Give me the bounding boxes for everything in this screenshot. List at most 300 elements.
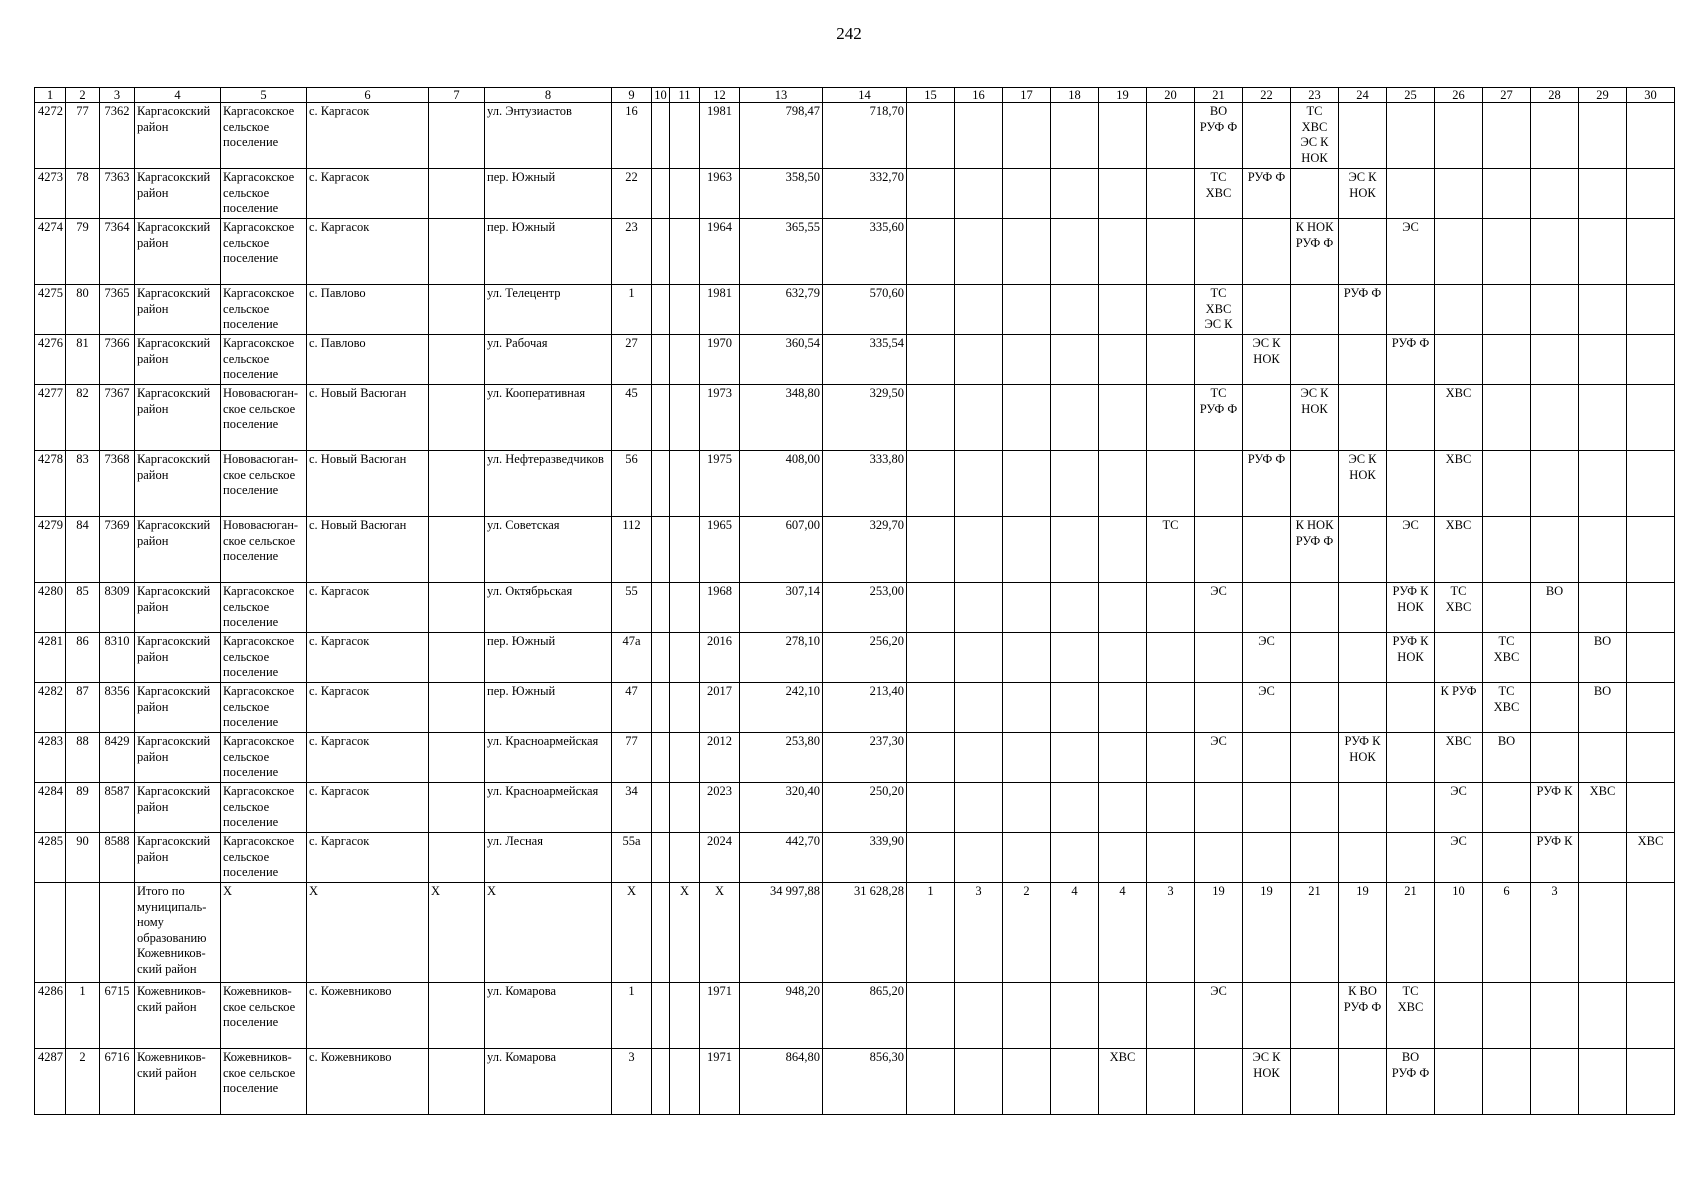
- table-cell: [1147, 833, 1195, 883]
- table-cell: [1099, 335, 1147, 385]
- table-cell: 4283: [35, 733, 66, 783]
- table-cell: ХВС: [1435, 733, 1483, 783]
- table-cell: [670, 451, 700, 517]
- table-cell: ХВС: [1627, 833, 1675, 883]
- table-cell: Нововасюган-ское сельское поселение: [221, 451, 307, 517]
- table-cell: [1195, 1049, 1243, 1115]
- table-cell: [1003, 683, 1051, 733]
- table-cell: [1531, 733, 1579, 783]
- table-cell: ТС ХВС ЭС К НОК: [1291, 103, 1339, 169]
- table-cell: [1147, 633, 1195, 683]
- table-row: [35, 169, 1675, 219]
- column-header: 26: [1435, 88, 1483, 103]
- table-cell: ул. Энтузиастов: [485, 103, 612, 169]
- table-cell: [1147, 583, 1195, 633]
- table-cell: [955, 285, 1003, 335]
- table-row: [35, 883, 1675, 983]
- table-cell: 718,70: [823, 103, 907, 169]
- table-cell: 4280: [35, 583, 66, 633]
- table-cell: Каргасокский район: [135, 169, 221, 219]
- table-row: [35, 285, 1675, 335]
- table-cell: [1291, 335, 1339, 385]
- table-cell: [1243, 103, 1291, 169]
- table-cell: [652, 783, 670, 833]
- table-cell: с. Каргасок: [307, 219, 429, 285]
- column-header: 2: [66, 88, 100, 103]
- table-cell: 10: [1435, 883, 1483, 983]
- table-cell: ул. Рабочая: [485, 335, 612, 385]
- table-cell: [1483, 219, 1531, 285]
- table-cell: [1579, 733, 1627, 783]
- table-cell: [907, 103, 955, 169]
- table-cell: РУФ Ф: [1339, 285, 1387, 335]
- table-cell: 4274: [35, 219, 66, 285]
- table-cell: Нововасюган-ское сельское поселение: [221, 385, 307, 451]
- table-cell: [1243, 733, 1291, 783]
- table-cell: ЭС: [1387, 219, 1435, 285]
- table-cell: с. Каргасок: [307, 583, 429, 633]
- table-cell: 21: [1291, 883, 1339, 983]
- table-cell: [1099, 517, 1147, 583]
- table-cell: [1099, 783, 1147, 833]
- table-cell: 1: [66, 983, 100, 1049]
- table-cell: [1339, 583, 1387, 633]
- table-cell: [1627, 1049, 1675, 1115]
- table-cell: 213,40: [823, 683, 907, 733]
- table-cell: [1195, 219, 1243, 285]
- table-cell: Каргасокский район: [135, 633, 221, 683]
- table-cell: [1483, 983, 1531, 1049]
- table-cell: [1531, 1049, 1579, 1115]
- table-cell: [429, 517, 485, 583]
- table-cell: [1627, 219, 1675, 285]
- table-cell: с. Каргасок: [307, 103, 429, 169]
- table-cell: [1243, 385, 1291, 451]
- table-cell: [670, 285, 700, 335]
- table-cell: [652, 633, 670, 683]
- column-header: 22: [1243, 88, 1291, 103]
- table-cell: [1291, 169, 1339, 219]
- table-cell: с. Каргасок: [307, 833, 429, 883]
- table-cell: [1579, 517, 1627, 583]
- table-cell: [1003, 103, 1051, 169]
- table-cell: [1195, 633, 1243, 683]
- data-table: [34, 87, 1675, 1115]
- table-row: [35, 733, 1675, 783]
- table-cell: [1483, 1049, 1531, 1115]
- table-cell: [1243, 285, 1291, 335]
- table-cell: ЭС: [1435, 783, 1483, 833]
- table-cell: Каргасокское сельское поселение: [221, 103, 307, 169]
- table-cell: [907, 583, 955, 633]
- table-cell: [1579, 285, 1627, 335]
- table-cell: [1579, 385, 1627, 451]
- table-cell: [955, 335, 1003, 385]
- table-cell: с. Павлово: [307, 285, 429, 335]
- table-cell: [652, 285, 670, 335]
- table-cell: [1339, 103, 1387, 169]
- table-cell: 84: [66, 517, 100, 583]
- table-cell: [1051, 219, 1099, 285]
- table-cell: 21: [1387, 883, 1435, 983]
- table-cell: РУФ К: [1531, 783, 1579, 833]
- table-cell: [429, 103, 485, 169]
- table-cell: [1051, 517, 1099, 583]
- table-cell: [1387, 169, 1435, 219]
- table-cell: [1387, 683, 1435, 733]
- table-cell: 329,50: [823, 385, 907, 451]
- table-cell: [907, 385, 955, 451]
- table-cell: 80: [66, 285, 100, 335]
- table-cell: [1531, 169, 1579, 219]
- table-row: [35, 451, 1675, 517]
- table-cell: ЭС: [1435, 833, 1483, 883]
- table-cell: К НОК РУФ Ф: [1291, 517, 1339, 583]
- table-cell: [1243, 783, 1291, 833]
- table-cell: [955, 583, 1003, 633]
- table-cell: [670, 517, 700, 583]
- table-cell: [1531, 103, 1579, 169]
- table-cell: 4273: [35, 169, 66, 219]
- table-cell: ул. Нефтеразведчиков: [485, 451, 612, 517]
- table-cell: [429, 385, 485, 451]
- table-cell: ул. Красноармейская: [485, 733, 612, 783]
- table-cell: [652, 103, 670, 169]
- table-cell: [1003, 633, 1051, 683]
- table-cell: [1579, 583, 1627, 633]
- table-cell: пер. Южный: [485, 169, 612, 219]
- table-cell: [1099, 633, 1147, 683]
- table-cell: 1975: [700, 451, 740, 517]
- table-cell: 1965: [700, 517, 740, 583]
- table-cell: [1003, 833, 1051, 883]
- table-cell: 4279: [35, 517, 66, 583]
- table-cell: [1099, 219, 1147, 285]
- table-cell: [907, 683, 955, 733]
- table-cell: [652, 583, 670, 633]
- column-header: 13: [740, 88, 823, 103]
- table-cell: [1483, 335, 1531, 385]
- table-cell: ВО РУФ Ф: [1195, 103, 1243, 169]
- table-cell: Каргасокский район: [135, 219, 221, 285]
- table-cell: [1531, 633, 1579, 683]
- table-cell: [955, 983, 1003, 1049]
- table-cell: 19: [1195, 883, 1243, 983]
- table-cell: [1291, 683, 1339, 733]
- table-cell: [907, 833, 955, 883]
- table-cell: 4284: [35, 783, 66, 833]
- table-cell: [100, 883, 135, 983]
- table-cell: ВО: [1531, 583, 1579, 633]
- table-cell: [429, 983, 485, 1049]
- table-cell: [1147, 219, 1195, 285]
- table-cell: [1627, 783, 1675, 833]
- column-header: 23: [1291, 88, 1339, 103]
- table-cell: [670, 385, 700, 451]
- table-cell: [670, 733, 700, 783]
- table-cell: 1: [612, 983, 652, 1049]
- table-cell: 1973: [700, 385, 740, 451]
- table-cell: [1051, 451, 1099, 517]
- table-cell: [1387, 285, 1435, 335]
- table-cell: Х: [612, 883, 652, 983]
- table-cell: [1579, 983, 1627, 1049]
- table-cell: 339,90: [823, 833, 907, 883]
- table-cell: [955, 733, 1003, 783]
- table-cell: [1387, 783, 1435, 833]
- table-cell: 865,20: [823, 983, 907, 1049]
- table-cell: 22: [612, 169, 652, 219]
- table-cell: ЭС К НОК: [1243, 335, 1291, 385]
- table-cell: Каргасокский район: [135, 385, 221, 451]
- table-cell: [1531, 219, 1579, 285]
- table-cell: Каргасокский район: [135, 517, 221, 583]
- table-cell: 4281: [35, 633, 66, 683]
- table-cell: Каргасокский район: [135, 335, 221, 385]
- table-cell: 7368: [100, 451, 135, 517]
- table-cell: 1963: [700, 169, 740, 219]
- table-cell: РУФ К: [1531, 833, 1579, 883]
- table-cell: [1291, 1049, 1339, 1115]
- table-cell: [1339, 833, 1387, 883]
- table-cell: 348,80: [740, 385, 823, 451]
- table-cell: [652, 983, 670, 1049]
- table-cell: ХВС: [1435, 517, 1483, 583]
- table-cell: 47а: [612, 633, 652, 683]
- table-cell: 864,80: [740, 1049, 823, 1115]
- table-cell: [1627, 103, 1675, 169]
- table-cell: ТС РУФ Ф: [1195, 385, 1243, 451]
- table-cell: [1051, 583, 1099, 633]
- table-cell: 90: [66, 833, 100, 883]
- table-cell: ЭС К НОК: [1339, 451, 1387, 517]
- table-cell: Каргасокское сельское поселение: [221, 335, 307, 385]
- table-cell: 34 997,88: [740, 883, 823, 983]
- table-cell: пер. Южный: [485, 219, 612, 285]
- table-cell: [1147, 733, 1195, 783]
- table-cell: с. Павлово: [307, 335, 429, 385]
- table-cell: пер. Южный: [485, 633, 612, 683]
- table-row: [35, 517, 1675, 583]
- table-cell: [652, 219, 670, 285]
- table-cell: 7367: [100, 385, 135, 451]
- table-cell: [1627, 633, 1675, 683]
- table-cell: Каргасокское сельское поселение: [221, 583, 307, 633]
- table-cell: [1099, 385, 1147, 451]
- table-cell: [670, 833, 700, 883]
- table-cell: 856,30: [823, 1049, 907, 1115]
- table-cell: [1051, 169, 1099, 219]
- table-cell: [1099, 683, 1147, 733]
- table-cell: К ВО РУФ Ф: [1339, 983, 1387, 1049]
- table-cell: РУФ К НОК: [1339, 733, 1387, 783]
- table-cell: [1051, 783, 1099, 833]
- column-header: 15: [907, 88, 955, 103]
- column-header: 1: [35, 88, 66, 103]
- table-cell: [66, 883, 100, 983]
- table-cell: [907, 517, 955, 583]
- column-header: 20: [1147, 88, 1195, 103]
- table-row: [35, 633, 1675, 683]
- table-row: [35, 783, 1675, 833]
- table-cell: [1435, 169, 1483, 219]
- table-row: [35, 335, 1675, 385]
- table-cell: 4277: [35, 385, 66, 451]
- table-cell: [652, 733, 670, 783]
- table-cell: 7365: [100, 285, 135, 335]
- table-cell: 8429: [100, 733, 135, 783]
- table-cell: ТС ХВС: [1195, 169, 1243, 219]
- table-cell: [907, 285, 955, 335]
- table-cell: 6: [1483, 883, 1531, 983]
- table-cell: [955, 1049, 1003, 1115]
- table-cell: [1291, 733, 1339, 783]
- column-header: 5: [221, 88, 307, 103]
- table-cell: 23: [612, 219, 652, 285]
- table-cell: [1531, 335, 1579, 385]
- table-cell: [429, 219, 485, 285]
- table-cell: 253,80: [740, 733, 823, 783]
- column-header: 29: [1579, 88, 1627, 103]
- table-cell: [1531, 683, 1579, 733]
- table-cell: [1579, 169, 1627, 219]
- table-cell: [1051, 683, 1099, 733]
- table-cell: 1981: [700, 285, 740, 335]
- table-cell: [670, 633, 700, 683]
- table-cell: Каргасокский район: [135, 103, 221, 169]
- table-cell: [670, 583, 700, 633]
- table-cell: 4282: [35, 683, 66, 733]
- table-cell: [1051, 983, 1099, 1049]
- table-cell: [652, 451, 670, 517]
- table-cell: 85: [66, 583, 100, 633]
- table-cell: Каргасокский район: [135, 783, 221, 833]
- table-cell: [35, 883, 66, 983]
- table-cell: 320,40: [740, 783, 823, 833]
- table-cell: 7364: [100, 219, 135, 285]
- table-cell: [1339, 633, 1387, 683]
- column-header: 7: [429, 88, 485, 103]
- table-cell: [1483, 583, 1531, 633]
- table-cell: [1243, 517, 1291, 583]
- table-cell: 3: [1531, 883, 1579, 983]
- table-cell: 79: [66, 219, 100, 285]
- table-cell: [1627, 733, 1675, 783]
- table-cell: 256,20: [823, 633, 907, 683]
- table-cell: [955, 219, 1003, 285]
- table-cell: ЭС: [1195, 983, 1243, 1049]
- table-cell: [907, 1049, 955, 1115]
- table-cell: Каргасокское сельское поселение: [221, 633, 307, 683]
- table-row: [35, 983, 1675, 1049]
- table-cell: [1435, 633, 1483, 683]
- table-cell: ЭС К НОК: [1243, 1049, 1291, 1115]
- table-cell: [1147, 451, 1195, 517]
- table-cell: ХВС: [1435, 385, 1483, 451]
- table-cell: [652, 335, 670, 385]
- column-header: 6: [307, 88, 429, 103]
- table-cell: [907, 633, 955, 683]
- table-cell: ХВС: [1579, 783, 1627, 833]
- table-cell: Каргасокский район: [135, 733, 221, 783]
- table-cell: 1970: [700, 335, 740, 385]
- table-cell: 4: [1051, 883, 1099, 983]
- column-header: 3: [100, 88, 135, 103]
- table-cell: [1051, 633, 1099, 683]
- table-cell: [955, 385, 1003, 451]
- table-cell: [1147, 385, 1195, 451]
- table-cell: ЭС: [1243, 683, 1291, 733]
- table-cell: 55: [612, 583, 652, 633]
- table-cell: [1531, 385, 1579, 451]
- table-cell: ТС ХВС: [1483, 683, 1531, 733]
- table-cell: ул. Кооперативная: [485, 385, 612, 451]
- table-cell: [429, 285, 485, 335]
- table-cell: 2023: [700, 783, 740, 833]
- table-cell: [955, 169, 1003, 219]
- table-cell: ВО: [1579, 633, 1627, 683]
- table-cell: [1099, 451, 1147, 517]
- table-cell: [907, 783, 955, 833]
- table-cell: [1627, 385, 1675, 451]
- table-cell: [1627, 169, 1675, 219]
- table-cell: Х: [670, 883, 700, 983]
- table-cell: [1483, 169, 1531, 219]
- table-cell: [1051, 1049, 1099, 1115]
- table-cell: РУФ Ф: [1243, 451, 1291, 517]
- table-cell: Кожевников-ское сельское поселение: [221, 983, 307, 1049]
- table-cell: [1195, 451, 1243, 517]
- table-cell: Х: [307, 883, 429, 983]
- table-cell: 82: [66, 385, 100, 451]
- table-cell: 1: [907, 883, 955, 983]
- table-cell: [1579, 833, 1627, 883]
- table-cell: 332,70: [823, 169, 907, 219]
- table-cell: [1627, 335, 1675, 385]
- table-cell: 88: [66, 733, 100, 783]
- table-cell: 442,70: [740, 833, 823, 883]
- table-row: [35, 1049, 1675, 1115]
- table-cell: 2: [1003, 883, 1051, 983]
- table-cell: 19: [1339, 883, 1387, 983]
- table-cell: [1291, 285, 1339, 335]
- table-cell: [670, 169, 700, 219]
- table-cell: [652, 1049, 670, 1115]
- table-cell: [1483, 833, 1531, 883]
- column-header: 8: [485, 88, 612, 103]
- table-cell: [1051, 285, 1099, 335]
- table-cell: [1483, 517, 1531, 583]
- table-cell: [1099, 733, 1147, 783]
- column-header: 19: [1099, 88, 1147, 103]
- table-cell: [1147, 983, 1195, 1049]
- table-cell: 4272: [35, 103, 66, 169]
- table-row: [35, 683, 1675, 733]
- table-cell: [1531, 517, 1579, 583]
- table-cell: [670, 335, 700, 385]
- table-cell: 77: [66, 103, 100, 169]
- header-row: [35, 88, 1675, 103]
- table-cell: [670, 783, 700, 833]
- table-cell: [1435, 1049, 1483, 1115]
- table-cell: ХВС: [1099, 1049, 1147, 1115]
- table-cell: [1627, 583, 1675, 633]
- table-cell: [1147, 683, 1195, 733]
- table-cell: [907, 219, 955, 285]
- table-cell: ВО РУФ Ф: [1387, 1049, 1435, 1115]
- table-cell: [955, 103, 1003, 169]
- table-cell: Х: [700, 883, 740, 983]
